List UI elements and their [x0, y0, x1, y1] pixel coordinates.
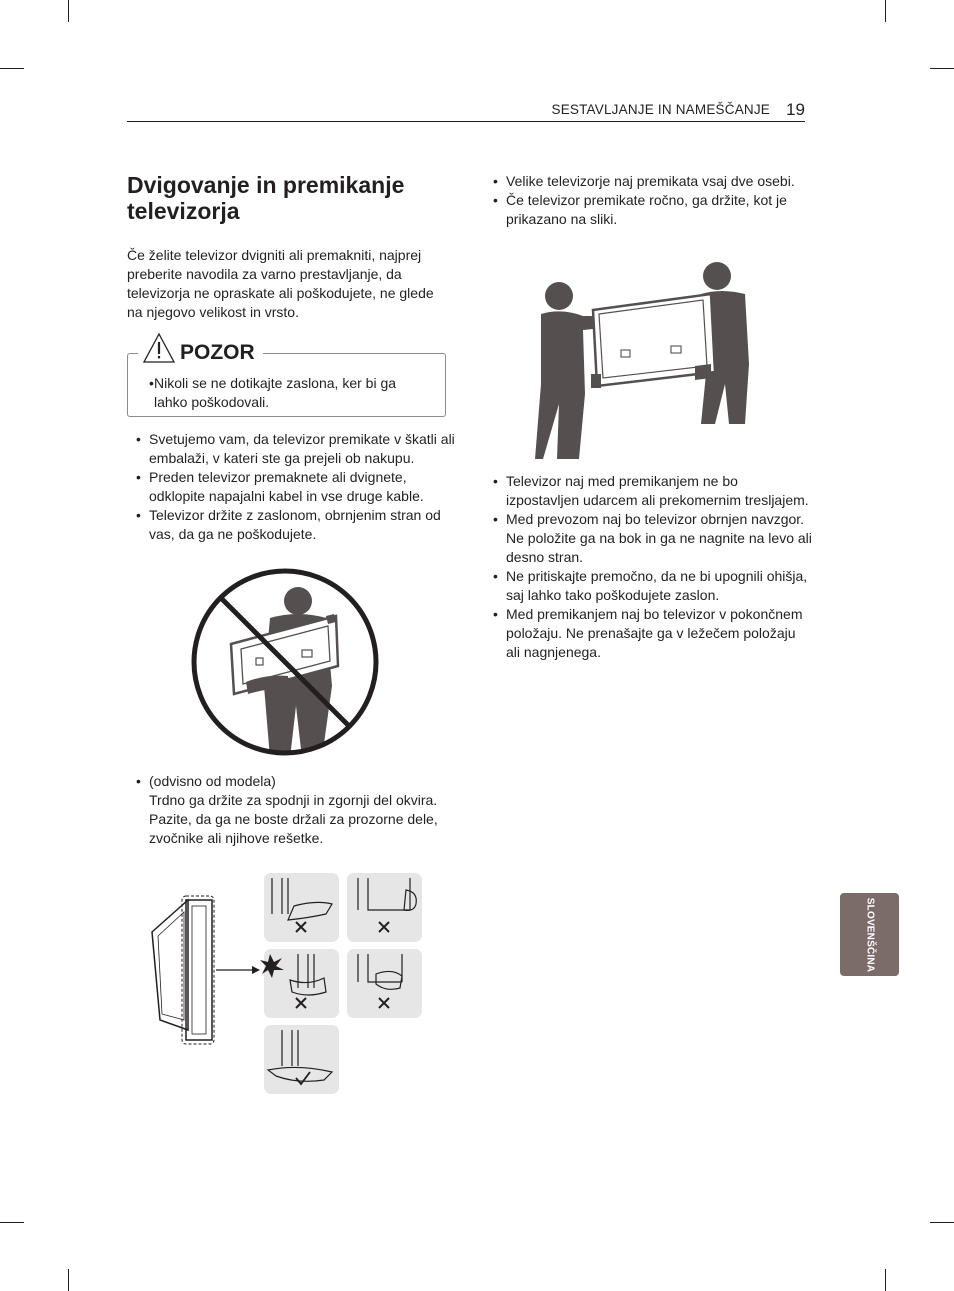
intro-paragraph: Če želite televizor dvigniti ali premakniti, najprej preberite navodila za varno prestavljanje, da televizorja ne opraskate ali poškodujete, ne glede na njegovo velikost in vrsto.: [127, 247, 434, 320]
section-title: Dvigovanje in premikanje televizorja: [127, 172, 405, 224]
bullet-list: [492, 172, 812, 229]
language-tab-label: SLOVENŠČINA: [864, 897, 875, 972]
list-item: • Televizor držite z zaslonom, obrnjenim stran od vas, da ga ne poškodujete.: [127, 506, 455, 544]
crop-mark: [930, 68, 954, 69]
crop-mark: [68, 1269, 69, 1291]
list-item: • Svetujemo vam, da televizor premikate v škatli ali embalaži, v kateri ste ga prejeli ob nakupu.: [127, 430, 455, 468]
header-rule: [127, 121, 805, 122]
language-tab: [840, 893, 899, 976]
caution-title: POZOR: [180, 341, 255, 364]
caution-header: [138, 326, 263, 364]
caution-box: [127, 341, 446, 417]
crop-mark: [0, 1222, 24, 1223]
list-item: • Če televizor premikate ročno, ga držite, kot je prikazano na sliki.: [492, 191, 812, 229]
warning-triangle-icon: [142, 332, 176, 364]
running-head: SESTAVLJANJE IN NAMEŠČANJE: [551, 102, 770, 117]
crop-mark: [68, 0, 69, 22]
prohibited-carry-icon: [186, 566, 384, 758]
bullet-list: [127, 772, 455, 848]
bullet-list: [492, 472, 812, 662]
list-item: • Med prevozom naj bo televizor obrnjen navzgor. Ne položite ga na bok in ga ne nagnite na levo ali desno stran.: [492, 510, 812, 567]
list-item: • Ne pritiskajte premočno, da ne bi upognili ohišja, saj lahko tako poškodujete zaslon.: [492, 567, 812, 605]
page-number: 19: [786, 100, 805, 119]
two-people-carry-icon: [535, 254, 755, 459]
list-item: • Televizor naj med premikanjem ne bo izpostavljen udarcem ali prekomernim tresljajem.: [492, 472, 812, 510]
list-item: • (odvisno od modela) Trdno ga držite za spodnji in zgornji del okvira. Pazite, da ga ne boste držali za prozorne dele, zvočnike ali njihove rešetke.: [127, 772, 455, 848]
bullet-list: [127, 430, 455, 544]
grip-positions-icon: [148, 870, 428, 1098]
list-item: • Preden televizor premaknete ali dvignete, odklopite napajalni kabel in vse druge kable.: [127, 468, 455, 506]
crop-mark: [885, 1269, 886, 1291]
crop-mark: [930, 1222, 954, 1223]
crop-mark: [0, 68, 24, 69]
caution-list: [140, 374, 430, 412]
list-item: • Med premikanjem naj bo televizor v pokončnem položaju. Ne prenašajte ga v ležečem položaju ali nagnjenega.: [492, 605, 812, 662]
caution-item: • Nikoli se ne dotikajte zaslona, ker bi ga lahko poškodovali.: [140, 374, 430, 412]
list-item: • Velike televizorje naj premikata vsaj dve osebi.: [492, 172, 812, 191]
crop-mark: [885, 0, 886, 22]
